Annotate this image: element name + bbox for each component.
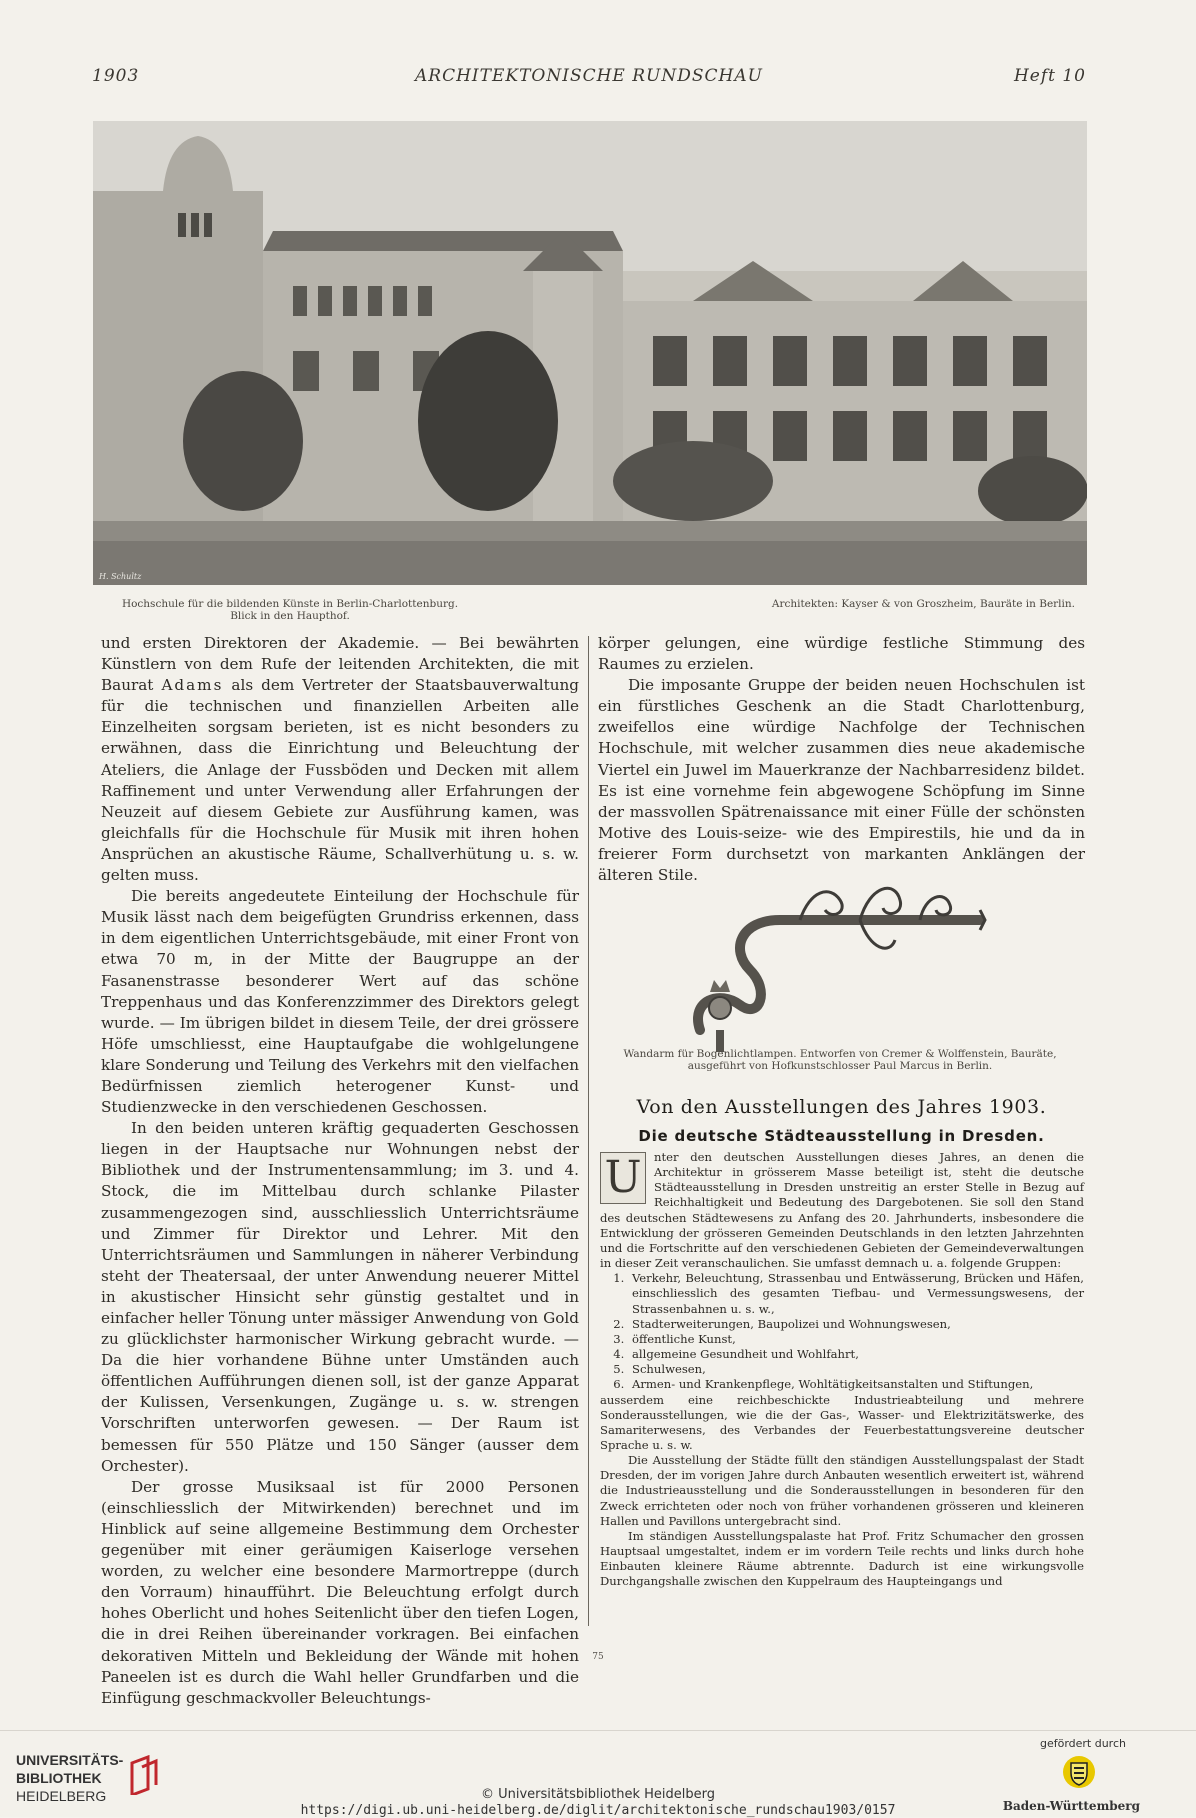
running-header — [92, 66, 1086, 94]
photo-caption-architects: Architekten: Kayser & von Groszheim, Bauräte in Berlin. — [771, 598, 1075, 610]
courtyard-photograph — [93, 121, 1087, 585]
funded-by-label: gefördert durch — [1039, 1737, 1126, 1750]
left-paragraph-4: Der grosse Musiksaal ist für 2000 Personen (einschliesslich der Mitwirkenden) berechnet und im Hinblick auf seine allgemeine Bestimmung dem Orchester gegenüber mit einer geräumigen Kaiserloge versehen worden, zu welcher eine besondere Marmortreppe (durch den Vorraum) hinaufführt. Die Beleuchtung erfolgt durch hohes Oberlicht und hohes Seitenlicht über den tiefen Logen, die in drei Reihen übereinander vorkragen. Bei einfachen dekorativen Mitteln und Bekleidung der Wände mit hohen Paneelen ist es durch die Wahl heller Grundfarben und die Einfügung geschmackvoller Beleuchtungs- — [101, 1477, 579, 1707]
digitization-footer — [0, 1730, 1196, 1817]
list-item: 5. Schulwesen, — [628, 1362, 1084, 1377]
photo-credit: H. Schultz — [99, 572, 142, 581]
left-column — [101, 633, 579, 1709]
photo-caption-left — [110, 598, 470, 622]
article-subheading: Die deutsche Städteausstellung in Dresden. — [638, 1127, 1045, 1145]
library-name-line-3: HEIDELBERG — [16, 1788, 107, 1804]
left-paragraph-3: In den beiden unteren kräftig gequaderten Geschossen liegen in der Hauptsache nur Wohnungen nebst der Bibliothek und der Instrumentensammlung; im 3. und 4. Stock, die im Mittelbau durch schlanke Pilaster zusammengezogen sind, ausschliesslich Unterrichtsräume und Zimmer für Direktor und Lehrer. Mit den Unterrichtsräumen und Sammlungen in näherer Verbindung steht der Theatersaal, der unter Anwendung neuerer Mittel in akustischer Hinsicht sehr günstig gestaltet und in einfacher heller Tönung unter mässiger Anwendung von Gold zu glücklichster harmonischer Wirkung gebracht wurde. — Da die hier vorhandene Bühne unter Umständen auch öffentlichen Aufführungen dienen soll, ist der ganze Apparat der Kulissen, Versenkungen, Zugänge u. s. w. strengen Vorschriften unterworfen gewesen. — Der Raum ist bemessen für 550 Plätze und 150 Sänger (ausser dem Orchester). — [101, 1119, 579, 1475]
article-intro-text: nter den deutschen Ausstellungen dieses Jahres, an denen die Architektur in grösserem Masse beteiligt ist, steht die deutsche Städteausstellung in Dresden unstreitig an erster Stelle in Bezug auf Reichhaltigkeit und Bedeutung des Dargebotenen. Sie soll den Stand des deutschen Städtewesens zu Anfang des 20. Jahrhunderts, insbesondere die Entwicklung der grösseren Gemeinden Deutschlands in den letzten Jahrzehnten und die Fortschritte auf den verschiedenen Gebieten der Gemeindeverwaltungen in dieser Zeit veranschaulichen. Sie umfasst demnach u. a. folgende Gruppen: — [600, 1150, 1084, 1271]
exhibition-groups-list — [600, 1271, 1084, 1392]
funder-name[interactable]: Baden-Württemberg — [1002, 1799, 1140, 1813]
dropcap-initial: U — [600, 1152, 646, 1204]
list-item: 4. allgemeine Gesundheit und Wohlfahrt, — [628, 1347, 1084, 1362]
left-paragraph-2: Die bereits angedeutete Einteilung der Hochschule für Musik lässt nach dem beigefügten Grundriss erkennen, dass in dem eigentlichen Unterrichtsgebäude, mit einer Front von etwa 70 m, in der Mitte der Baugruppe an der Fasanenstrasse besonderer Wert auf das schöne Treppenhaus und das Konferenzzimmer des Direktors gelegt wurde. — Im übrigen bildet in diesem Teile, der drei grössere Höfe umschliesst, eine Hauptaufgabe die wohlgelungene klare Sonderung und Teilung des Verkehrs mit den vielfachen Bedürfnissen ziemlich heterogener Kunst- und Studienzwecke in den verschiedenen Geschossen. — [101, 887, 579, 1117]
right-paragraph-2: Die imposante Gruppe der beiden neuen Hochschulen ist ein fürstliches Geschenk an die Stadt Charlottenburg, zweifellos eine würdige Nachfolge der Technischen Hochschule, mit welcher zusammen dies neue akademische Viertel ein Juwel im Mauerkranze der Nachbarresidenz bildet. Es ist eine vornehme fein abgewogene Schöpfung im Sinne der massvollen Spätrenaissance mit einer Fülle der schönsten Motive des Louis-seize- wie des Empirestils, hie und da in freierer Form durchsetzt von markanten Anklängen der älteren Stile. — [598, 676, 1085, 885]
photo-caption-line-1: Hochschule für die bildenden Künste in Berlin-Charlottenburg. — [121, 598, 459, 610]
list-item: 6. Armen- und Krankenpflege, Wohltätigkeitsanstalten und Stiftungen, — [628, 1377, 1084, 1392]
left-paragraph-1 — [101, 633, 579, 886]
header-issue: Heft 10 — [1013, 66, 1086, 86]
left-paragraph-1-rest: als dem Vertreter der Staatsbauverwaltung für die technischen und finanziellen Arbeiten alle Einzelheiten sorgsam berieten, ist es nicht besonders zu erwähnen, dass die Einrichtung und Beleuchtung der Ateliers, die Anlage der Fussböden und Decken mit allem Raffinement und unter Verwendung aller Erfahrungen der Neuzeit auf diesem Gebiete zur Ausführung kamen, was gleichfalls für die Hochschule für Musik mit ihren hohen Ansprüchen an akustische Räume, Schallverhütung u. s. w. gelten muss. — [101, 676, 579, 885]
column-divider — [588, 636, 589, 1626]
courtyard-photo-drawing — [93, 121, 1087, 585]
article-paragraph-4: Im ständigen Ausstellungspalaste hat Prof. Fritz Schumacher den grossen Hauptsaal umgestaltet, indem er im vordern Teile rechts und links durch hohe Einbauten kleinere Räume abtrennte. Dadurch ist eine wirkungsvolle Durchgangshalle zwischen den Kuppelraum des Haupteingangs und — [600, 1528, 1084, 1589]
copyright-notice: © Universitätsbibliothek Heidelberg — [480, 1787, 715, 1802]
illustration-caption-line-2: ausgeführt von Hofkunstschlosser Paul Marcus in Berlin. — [687, 1060, 993, 1072]
library-name-line-2: BIBLIOTHEK — [16, 1770, 102, 1786]
list-item: 2. Stadterweiterungen, Baupolizei und Wohnungswesen, — [628, 1317, 1084, 1332]
page-number: 75 — [592, 1652, 604, 1662]
right-column — [598, 633, 1085, 886]
header-year: 1903 — [92, 66, 140, 86]
left-paragraph-1-start: und ersten Direktoren der Akademie. — Bei bewährten Künstlern von dem Rufe der leitenden Architekten, die mit Baurat — [101, 634, 579, 695]
right-paragraph-1: körper gelungen, eine würdige festliche Stimmung des Raumes zu erzielen. — [598, 634, 1085, 674]
list-item: 3. öffentliche Kunst, — [628, 1332, 1084, 1347]
illustration-caption — [600, 1048, 1080, 1072]
article-intro — [600, 1150, 1084, 1271]
wall-bracket-illustration — [680, 880, 1010, 1060]
article-paragraph-3: Die Ausstellung der Städte füllt den ständigen Ausstellungspalast der Stadt Dresden, der im vorigen Jahre durch Anbauten wesentlich erweitert ist, während die Industrieausstellung und die Sonderausstellungen in besonderen für den Zweck errichteten oder noch von früher vorhandenen grösseren und kleineren Hallen und Pavillons untergebracht sind. — [600, 1453, 1084, 1528]
name-adams: Adams — [161, 676, 224, 695]
article-heading: Von den Ausstellungen des Jahres 1903. — [636, 1096, 1047, 1118]
state-coat-of-arms-icon — [1062, 1755, 1096, 1789]
library-name-line-1: UNIVERSITÄTS- — [16, 1752, 124, 1768]
list-item: 1. Verkehr, Beleuchtung, Strassenbau und Entwässerung, Brücken und Häfen, einschliesslich des gesamten Tiefbau- und Vermessungswesens, der Strassenbahnen u. s. w., — [628, 1271, 1084, 1316]
photo-caption-line-2: Blick in den Haupthof. — [230, 610, 350, 622]
permalink-url[interactable]: https://digi.ub.uni-heidelberg.de/diglit/architektonische_rundschau1903/0157 — [300, 1803, 896, 1818]
journal-title: ARCHITEKTONISCHE RUNDSCHAU — [415, 66, 763, 86]
illustration-caption-line-1: Wandarm für Bogenlichtlampen. Entworfen von Cremer & Wolffenstein, Bauräte, — [623, 1048, 1057, 1060]
article-body — [600, 1150, 1084, 1590]
article-paragraph-2: ausserdem eine reichbeschickte Industrieabteilung und mehrere Sonderausstellungen, wie die der Gas-, Wasser- und Elektrizitätswerke, des Samariterwesens, des Verbandes der Feuerbestattungsvereine deutscher Sprache u. s. w. — [600, 1392, 1084, 1452]
